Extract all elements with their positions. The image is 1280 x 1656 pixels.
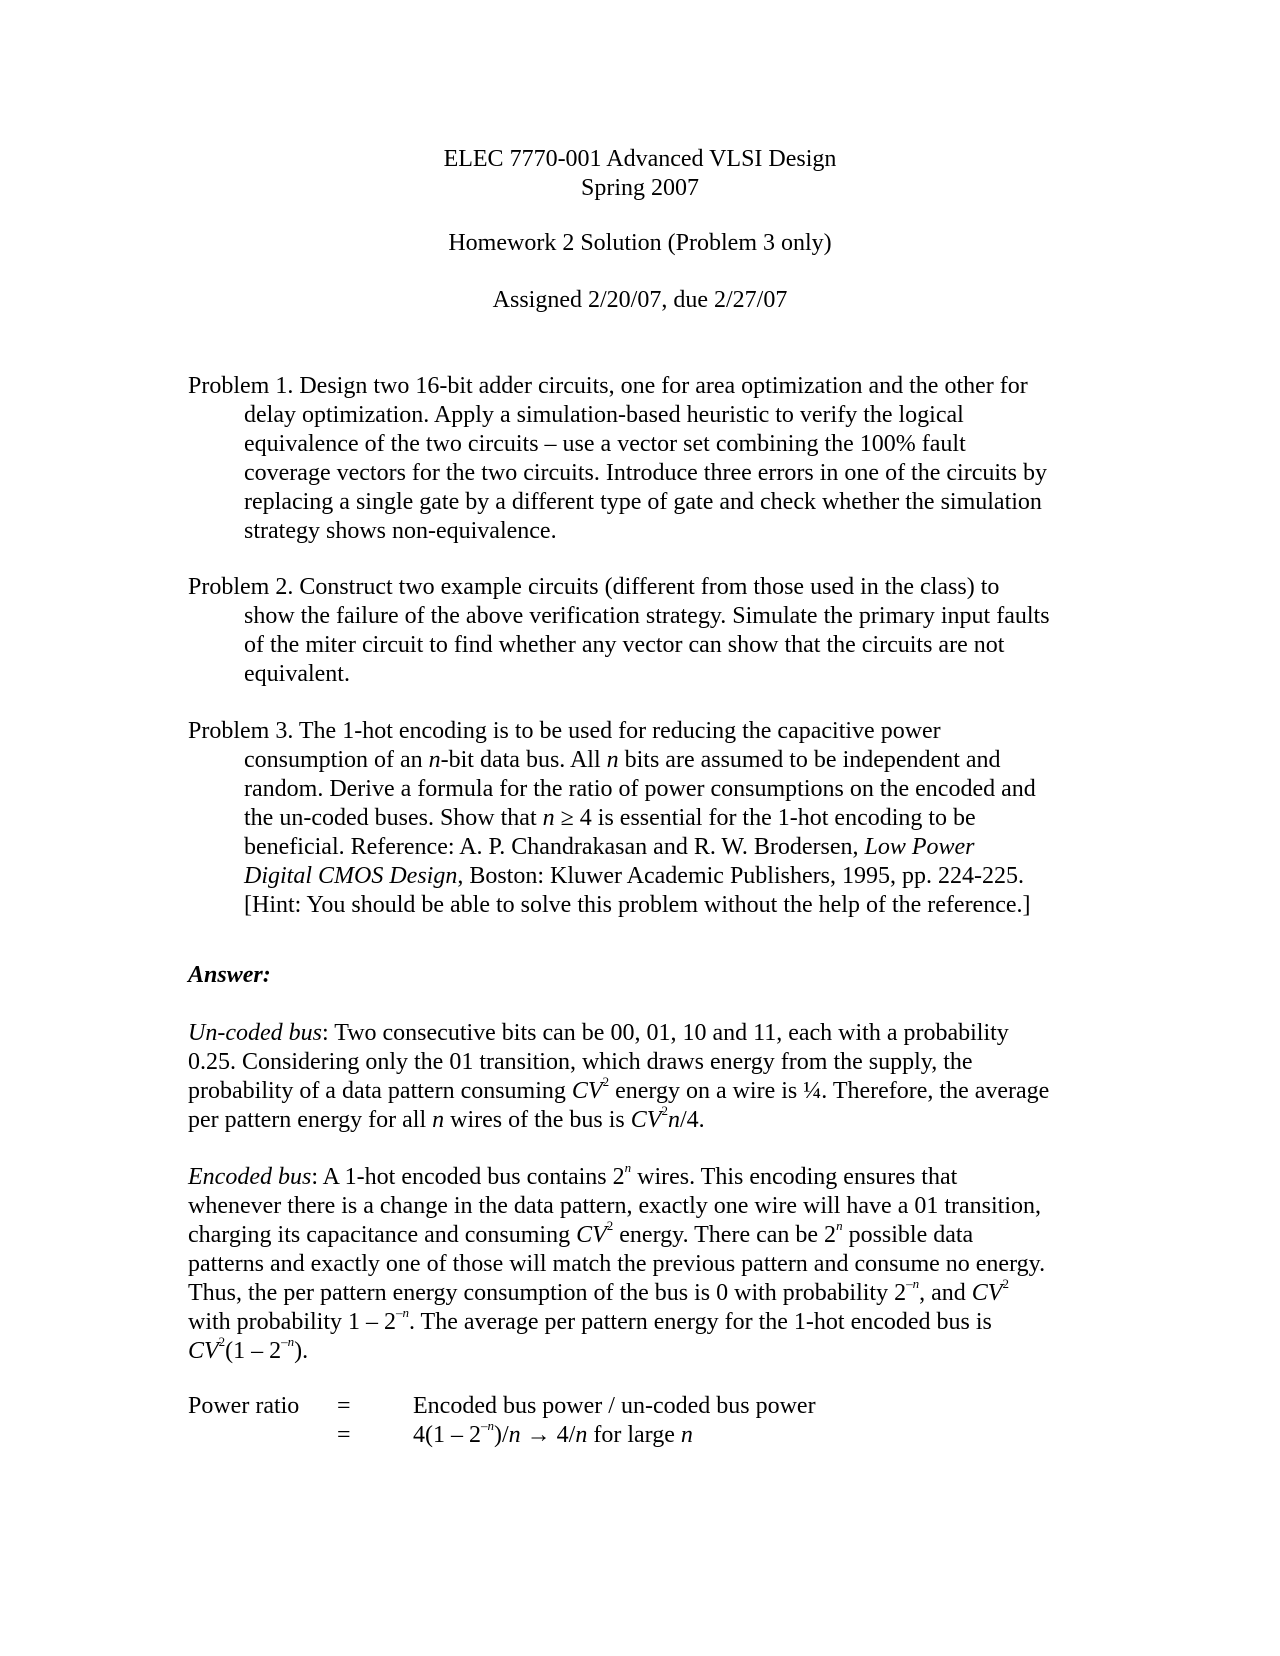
problem-1-line: Problem 1. Design two 16-bit adder circuits, one for area optimization and the other for	[188, 373, 1028, 399]
problem-1-line: delay optimization. Apply a simulation-based heuristic to verify the logical	[244, 402, 964, 428]
equals-sign: =	[337, 1393, 351, 1419]
problem-3-line: beneficial. Reference: A. P. Chandrakasan and R. W. Brodersen, Low Power	[244, 834, 975, 860]
problem-3-line: Digital CMOS Design, Boston: Kluwer Academic Publishers, 1995, pp. 224-225.	[244, 863, 1024, 889]
encoded-line: Encoded bus: A 1-hot encoded bus contains 2$^n$ wires. This encoding ensures that	[188, 1160, 958, 1190]
encoded-line: patterns and exactly one of those will match the previous pattern and consume no energy.	[188, 1251, 1046, 1277]
problem-2-line: equivalent.	[244, 661, 350, 687]
power-ratio-definition: Encoded bus power / un-coded bus power	[413, 1393, 816, 1419]
encoded-bus-paragraph	[188, 1160, 1046, 1366]
uncoded-line: probability of a data pattern consuming $CV^2$ energy on a wire is ¼. Therefore, the average	[188, 1074, 1050, 1104]
uncoded-line: 0.25. Considering only the 01 transition, which draws energy from the supply, the	[188, 1049, 973, 1075]
answer-heading	[188, 961, 271, 990]
problem-2	[188, 573, 1050, 689]
course-title: ELEC 7770-001 Advanced VLSI Design	[443, 146, 837, 172]
power-ratio-label: Power ratio	[188, 1393, 300, 1419]
answer-heading-text: Answer:	[188, 962, 271, 988]
encoded-line: $CV^2(1 - 2^{-n})$.	[188, 1334, 309, 1364]
problem-3-line: the un-coded buses. Show that n ≥ 4 is essential for the 1-hot encoding to be	[244, 805, 976, 831]
uncoded-line: Un-coded bus: Two consecutive bits can be 00, 01, 10 and 11, each with a probability	[188, 1020, 1009, 1046]
encoded-line: whenever there is a change in the data pattern, exactly one wire will have a 01 transition,	[188, 1193, 1041, 1219]
problem-2-line: of the miter circuit to find whether any vector can show that the circuits are not	[244, 632, 1005, 658]
problem-1-line: strategy shows non-equivalence.	[244, 518, 557, 544]
problem-3	[188, 717, 1036, 920]
problem-1-line: equivalence of the two circuits – use a vector set combining the 100% fault	[244, 431, 966, 457]
encoded-line: Thus, the per pattern energy consumption of the bus is 0 with probability $2^{-n}$, and $CV^2$	[188, 1276, 1009, 1306]
problem-3-line: random. Derive a formula for the ratio of power consumptions on the encoded and	[244, 776, 1036, 802]
uncoded-bus-paragraph	[188, 1019, 1049, 1135]
assignment-dates	[0, 286, 1280, 315]
homework-title-text: Homework 2 Solution (Problem 3 only)	[448, 230, 832, 256]
term: Spring 2007	[580, 175, 699, 201]
homework-title	[0, 229, 1280, 258]
problem-3-line: [Hint: You should be able to solve this problem without the help of the reference.]	[244, 892, 1031, 918]
power-ratio-formula: $4(1 - 2^{-n})/n \to 4/n$ for large n	[413, 1418, 693, 1448]
problem-3-line: Problem 3. The 1-hot encoding is to be used for reducing the capacitive power	[188, 718, 941, 744]
problem-1-line: replacing a single gate by a different type of gate and check whether the simulation	[244, 489, 1042, 515]
problem-3-line: consumption of an n-bit data bus. All n bits are assumed to be independent and	[244, 747, 1001, 773]
problem-1-line: coverage vectors for the two circuits. Introduce three errors in one of the circuits by	[244, 460, 1048, 486]
equals-sign: =	[337, 1422, 351, 1448]
problem-2-line: Problem 2. Construct two example circuits (different from those used in the class) to	[188, 574, 1000, 600]
problem-2-line: show the failure of the above verification strategy. Simulate the primary input faults	[244, 603, 1050, 629]
encoded-line: with probability $1 - 2^{-n}$. The average per pattern energy for the 1-hot encoded bus is	[188, 1305, 992, 1335]
assignment-dates-text: Assigned 2/20/07, due 2/27/07	[492, 287, 788, 313]
encoded-line: charging its capacitance and consuming $CV^2$ energy. There can be 2$^n$ possible data	[188, 1218, 974, 1248]
document-header	[0, 145, 1280, 203]
uncoded-line: per pattern energy for all n wires of the bus is $CV^2n/4$.	[188, 1103, 705, 1133]
problem-1	[188, 372, 1047, 546]
